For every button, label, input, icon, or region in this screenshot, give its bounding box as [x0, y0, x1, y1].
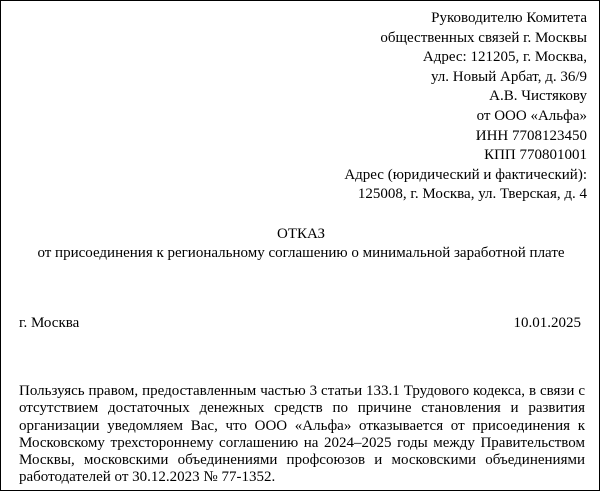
addressee-line: ИНН 7708123450 — [475, 127, 587, 144]
document-title: ОТКАЗ — [277, 226, 325, 242]
document-body: Пользуясь правом, предоставленным частью 3 статьи 133.1 Трудового кодекса, в связи с отсутствием достаточных денежных средств по причине становления и развития организации уведомляем Вас, что ООО «Альфа» отказывается от присоединения к Московскому трехстороннему соглашению на 2024–2025 годы между Правительством Москвы, московскими объединениями профсоюзов и московскими объединениями работодателей от 30.12.2023 № 77-1352. — [19, 383, 585, 486]
addressee-line: Руководителю Комитета — [431, 10, 587, 26]
addressee-line: от ООО «Альфа» — [476, 107, 587, 124]
addressee-line: Адрес (юридический и фактический): — [344, 166, 587, 183]
document-place: г. Москва — [19, 315, 80, 331]
addressee-line: Адрес: 121205, г. Москва, — [422, 49, 587, 66]
document-subtitle: от присоединения к региональному соглашению о минимальной заработной плате — [37, 245, 565, 261]
addressee-line: КПП 770801001 — [484, 147, 587, 164]
document-date: 10.01.2025 — [513, 315, 581, 331]
addressee-line: ул. Новый Арбат, д. 36/9 — [430, 68, 587, 85]
addressee-block — [344, 9, 587, 205]
addressee-line: 125008, г. Москва, ул. Тверская, д. 4 — [357, 186, 587, 203]
addressee-line: А.В. Чистякову — [489, 88, 587, 105]
addressee-line: общественных связей г. Москвы — [380, 29, 587, 46]
